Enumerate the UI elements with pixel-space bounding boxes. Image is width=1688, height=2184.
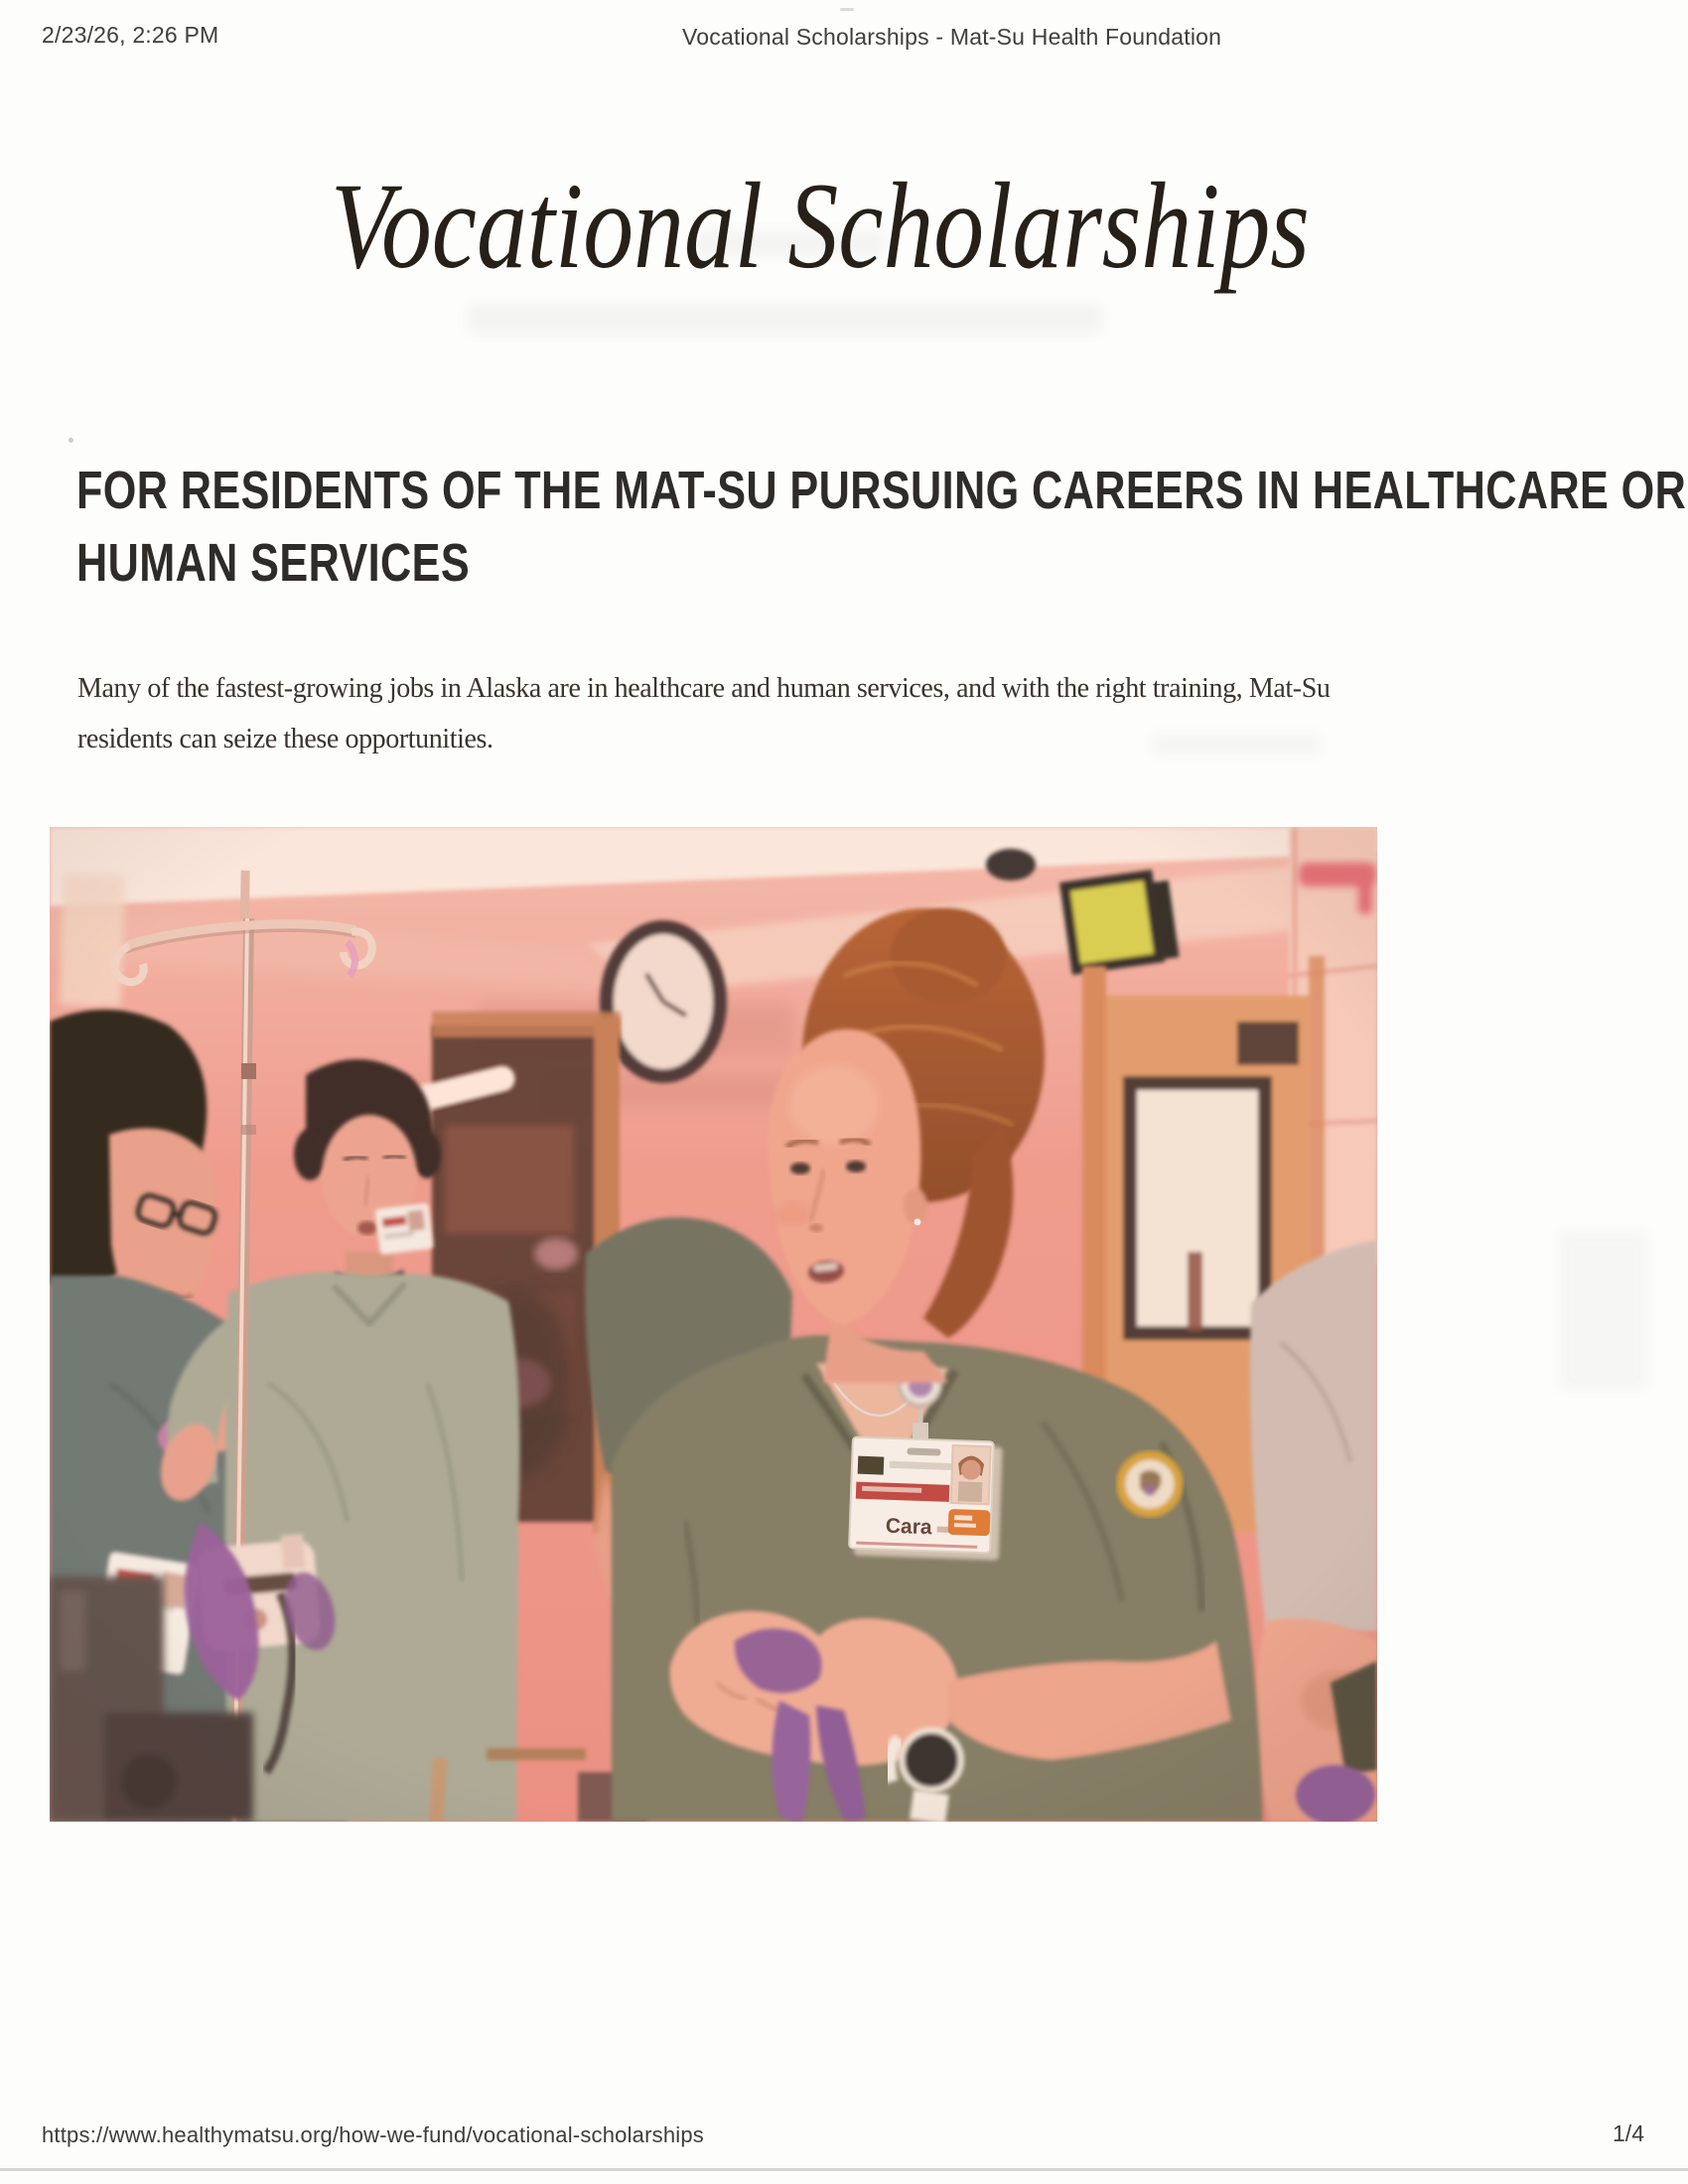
article-photo-nursing-students — [50, 827, 1377, 1822]
scan-edge-line — [0, 2168, 1688, 2171]
print-header-document-title: Vocational Scholarships - Mat-Su Health Foundation — [682, 24, 1222, 50]
article-heading-line1: FOR RESIDENTS OF THE MAT-SU PURSUING CAREERS IN HEALTHCARE OR — [76, 461, 1687, 520]
article-paragraph — [77, 663, 1330, 764]
article-heading — [76, 455, 1686, 600]
article-heading-line2: HUMAN SERVICES — [76, 533, 471, 593]
print-footer-page-number: 1/4 — [1613, 2120, 1644, 2146]
photo-vignette — [50, 827, 1377, 1822]
page-title: Vocational Scholarships — [331, 158, 1310, 295]
bleedthrough-ghost — [467, 304, 1102, 334]
article-paragraph-line1: Many of the fastest-growing jobs in Alaska are in healthcare and human services, and with the right training, Mat-Su — [77, 673, 1331, 704]
print-footer-url: https://www.healthymatsu.org/how-we-fund/vocational-scholarships — [42, 2122, 704, 2147]
article-paragraph-line2: residents can seize these opportunities. — [77, 724, 493, 754]
scan-dust-mark — [840, 8, 854, 11]
scan-dust-dot — [69, 438, 73, 443]
bleedthrough-ghost — [1559, 1231, 1648, 1390]
print-header-datetime: 2/23/26, 2:26 PM — [42, 22, 219, 48]
